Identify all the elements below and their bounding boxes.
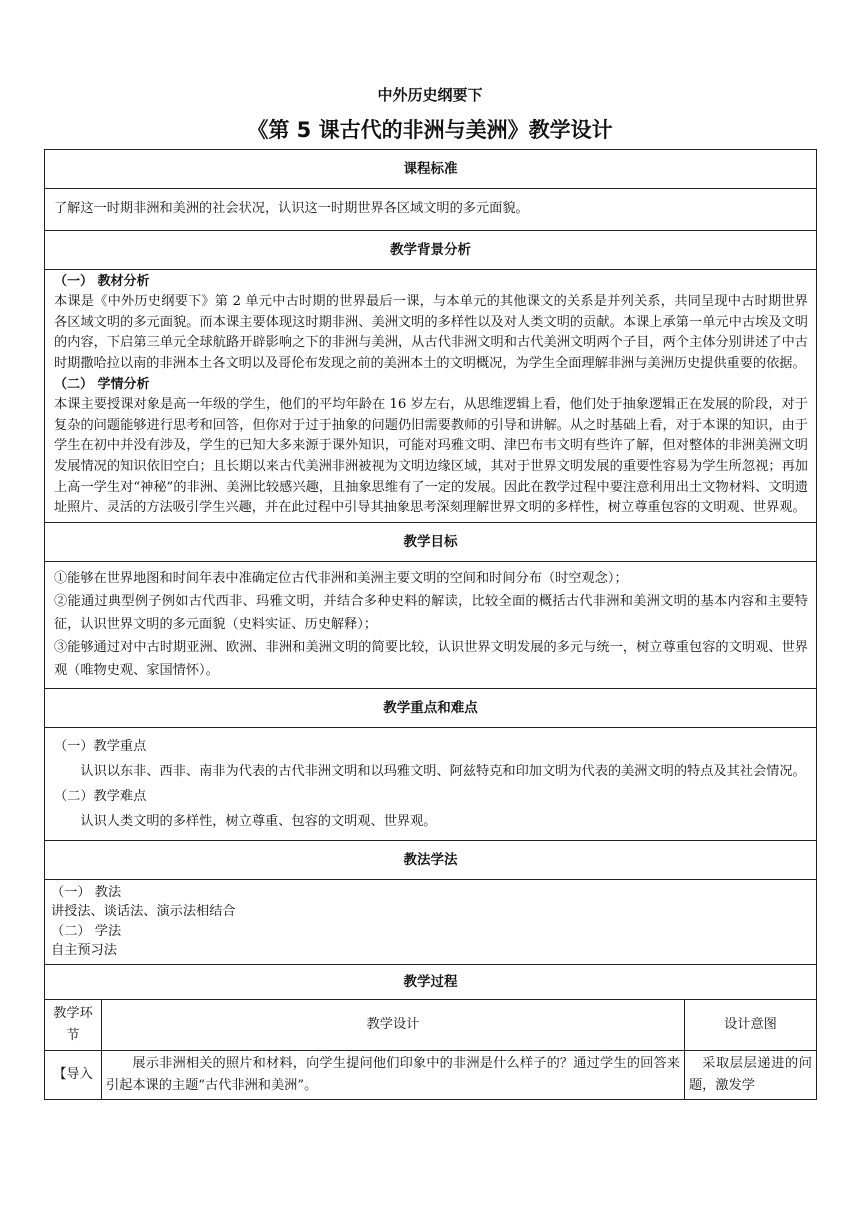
- student-analysis-heading: （二） 学情分析: [54, 376, 150, 392]
- curriculum-text: 了解这一时期非洲和美洲的社会状况，认识这一时期世界各区域文明的多元面貌。: [54, 201, 529, 216]
- key-points-body: [45, 728, 816, 841]
- learning-method-heading: （二） 学法: [51, 923, 122, 939]
- teaching-method-heading: （一） 教法: [51, 884, 122, 900]
- difficulty-text: 认识人类文明的多样性，树立尊重、包容的文明观、世界观。: [80, 813, 437, 829]
- table-row: [45, 1050, 816, 1099]
- goal-item-2: ②能通过典型例子例如古代西非、玛雅文明，并结合多种史料的解读，比较全面的概括古代非洲和美洲文明的基本内容和主要特征，认识世界文明的多元面貌（史料实证、历史解释）；: [54, 593, 808, 632]
- goals-heading: 教学目标: [45, 523, 816, 562]
- col-stage-header: 教学环节: [45, 1000, 102, 1051]
- col-intent-header: 设计意图: [724, 1016, 777, 1032]
- background-heading: 教学背景分析: [45, 231, 816, 270]
- col-design-header: 教学设计: [102, 1000, 685, 1051]
- lesson-plan-table: [44, 149, 817, 1100]
- goal-item-1: ①能够在世界地图和时间年表中准确定位古代非洲和美洲主要文明的空间和时间分布（时空观念）；: [54, 570, 628, 586]
- background-body: [45, 270, 816, 523]
- curriculum-body: [45, 189, 816, 231]
- doc-subtitle: 中外历史纲要下: [377, 86, 483, 104]
- stage-cell: 【导入: [45, 1050, 102, 1099]
- textbook-analysis-heading: （一） 教材分析: [54, 273, 150, 289]
- methods-body: [45, 880, 816, 965]
- design-cell: 展示非洲相关的照片和材料，向学生提问他们印象中的非洲是什么样子的？通过学生的回答来引起本课的主题“古代非洲和美洲”。: [102, 1050, 685, 1099]
- difficulty-heading: （二）教学难点: [54, 788, 147, 804]
- methods-heading: 教法学法: [45, 841, 816, 880]
- learning-method-text: 自主预习法: [51, 943, 117, 959]
- intent-cell: 采取层层递进的问题，激发学: [685, 1050, 817, 1099]
- process-header-row: [45, 1000, 816, 1051]
- goal-item-3: ③能够通过对中古时期亚洲、欧洲、非洲和美洲文明的简要比较，认识世界文明发展的多元与统一，树立尊重包容的文明观、世界观（唯物史观、家国情怀）。: [54, 639, 808, 678]
- student-analysis-text: 本课主要授课对象是高一年级的学生，他们的平均年龄在 16 岁左右，从思维逻辑上看，他们处于抽象逻辑正在发展的阶段，对于复杂的问题能够进行思考和回答，但你对于过于抽象的问题仍旧需要教师的引导和讲解。从之时基础上看，对于本课的知识，由于学生在初中并没有涉及，学生的已知大多来源于课外知识，可能对玛雅文明、津巴布韦文明有些许了解，但对整体的非洲美洲文明发展情况的知识依旧空白；且长期以来古代美洲非洲被视为文明边缘区域，其对于世界文明发展的重要性容易为学生所忽视；再加上高一学生对“神秘”的非洲、美洲比较感兴趣，且抽象思维有了一定的发展。因此在教学过程中要注意利用出土文物材料、文明遗址照片、灵活的方法吸引学生兴趣，并在此过程中引导其抽象思考深刻理解世界文明的多样性，树立尊重包容的文明观、世界观。: [54, 397, 808, 516]
- focus-heading: （一）教学重点: [54, 738, 147, 754]
- process-heading: 教学过程: [45, 965, 816, 1000]
- key-points-heading: 教学重点和难点: [45, 689, 816, 728]
- teaching-method-text: 讲授法、谈话法、演示法相结合: [51, 904, 236, 920]
- doc-title: 《第 5 课古代的非洲与美洲》教学设计: [247, 118, 613, 142]
- process-table: [45, 1000, 816, 1099]
- focus-text: 认识以东非、西非、南非为代表的古代非洲文明和以玛雅文明、阿兹特克和印加文明为代表的美洲文明的特点及其社会情况。: [80, 763, 806, 779]
- curriculum-heading: 课程标准: [45, 150, 816, 189]
- goals-body: [45, 562, 816, 689]
- textbook-analysis-text: 本课是《中外历史纲要下》第 2 单元中古时期的世界最后一课，与本单元的其他课文的关系是并列关系，共同呈现中古时期世界各区域文明的多元面貌。而本课主要体现这时期非洲、美洲文明的多样性以及对人类文明的贡献。本课上承第一单元中古埃及文明的内容，下启第三单元全球航路开辟影响之下的非洲与美洲，从古代非洲文明和古代美洲文明两个子目，两个主体分别讲述了中古时期撒哈拉以南的非洲本土各文明以及哥伦布发现之前的美洲本土的文明概况，为学生全面理解非洲与美洲历史提供重要的依据。: [54, 294, 808, 371]
